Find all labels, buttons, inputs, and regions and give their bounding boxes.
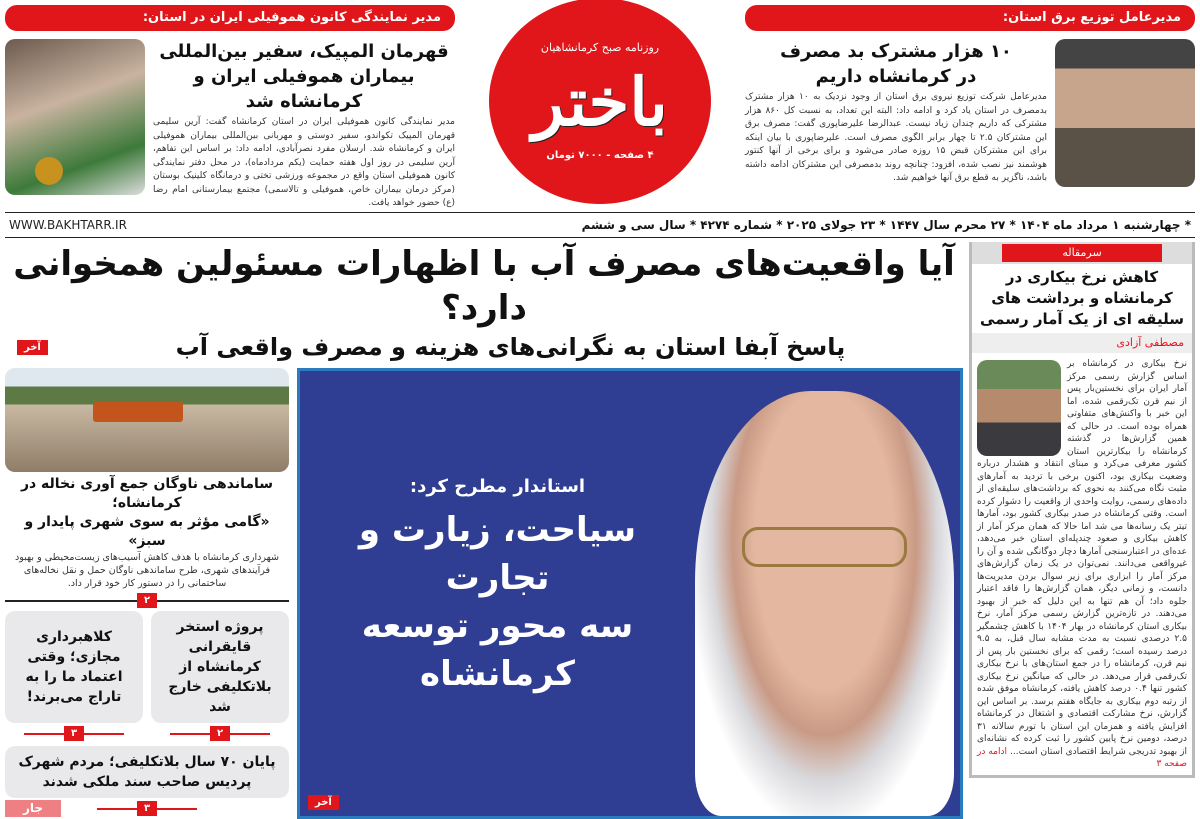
left-story-title[interactable]: ساماندهی ناوگان جمع آوری نخاله در کرمانشاه؛	[20, 476, 274, 511]
top-left-kicker: مدیر نمایندگی کانون هموفیلی ایران در استان:	[5, 5, 455, 31]
left-story-title-2[interactable]: «گامی مؤثر به سوی شهری پایدار و سبز»	[24, 514, 270, 549]
teaser-title: پروژه استخر قایقرانی کرمانشاه از بلاتکلیفی خارج شد	[168, 619, 272, 715]
top-right-kicker: مدیرعامل توزیع برق استان:	[745, 5, 1195, 31]
continued-link[interactable]: ادامه در صفحه ۳	[977, 746, 1187, 769]
page-tag[interactable]: ۳	[64, 726, 84, 741]
top-right-title[interactable]: ۱۰ هزار مشترک بد مصرف	[780, 41, 1012, 62]
teaser-title: کلاهبرداری مجازی؛ وقتی اعتماد ما را به تاراج می‌برند!	[25, 629, 123, 705]
left-column	[5, 368, 289, 819]
top-band	[5, 0, 1195, 210]
dateline-bar	[5, 212, 1195, 238]
editorial-column	[969, 242, 1195, 778]
feature-kicker: استاندار مطرح کرد:	[409, 475, 586, 497]
divider	[5, 600, 137, 602]
teaser-title: پایان ۷۰ سال بلاتکلیفی؛ مردم شهرک پردیس صاحب سند ملکی شدند	[18, 754, 276, 790]
feature-title[interactable]	[308, 506, 687, 698]
masthead-logo[interactable]	[489, 0, 711, 204]
price-label: ۴ صفحه - ۷۰۰۰ تومان	[546, 150, 654, 161]
governor-photo-wrap	[695, 371, 960, 816]
newspaper-page	[5, 0, 1195, 819]
page-tag[interactable]: ۲	[210, 726, 230, 741]
official-photo	[1055, 39, 1195, 187]
teaser-box[interactable]	[151, 611, 289, 723]
top-right-story	[745, 0, 1195, 187]
logo-tagline: روزنامه صبح کرمانشاهیان	[540, 41, 660, 54]
website-link[interactable]: WWW.BAKHTARR.IR	[9, 218, 127, 232]
editorial-title[interactable]: کاهش نرخ بیکاری در کرمانشاه و برداشت های سلیقه ای از یک آمار رسمی	[980, 268, 1184, 328]
left-story-body: شهرداری کرمانشاه با هدف کاهش آسیب‌های زیست‌محیطی و بهبود فرآیندهای شهری، طرح ساماندهی ناوگان حمل و نقل نخاله‌های ساختمانی را در دستور کار خود قرار داد.	[15, 552, 279, 589]
main-row	[5, 242, 1195, 819]
top-left-story	[5, 0, 455, 211]
divider	[157, 600, 289, 602]
author-photo	[977, 360, 1061, 456]
editorial-body-wrap	[972, 353, 1192, 775]
top-left-title-2[interactable]: بیماران هموفیلی ایران و کرمانشاه شد	[193, 66, 415, 112]
logo-wordmark: باختر	[532, 63, 668, 141]
feature-block[interactable]	[297, 368, 963, 819]
glasses-icon	[742, 527, 908, 567]
lead-subhead[interactable]: پاسخ آبفا استان به نگرانی‌های هزینه و مصرف واقعی آب	[175, 333, 846, 361]
watermark-logo: جار	[5, 800, 61, 817]
governor-photo	[695, 391, 954, 816]
feature-title-line: سیاحت، زیارت و تجارت	[358, 509, 637, 598]
feature-title-line: سه محور توسعه	[361, 605, 634, 646]
teaser-box[interactable]	[5, 746, 289, 798]
top-left-body: مدیر نمایندگی کانون هموفیلی ایران در استان کرمانشاه گفت: آرین سلیمی قهرمان المپیک تکواندو، سفیر دوستی و مهربانی بین‌المللی بیماران هموفیلی ایران و کرمانشاه شد. ارسلان مفرد نصرآبادی، ادامه داد: بر اساس این تفاهم، آرین سلیمی در روز اول هفته حمایت (یکم مردادماه)، در محل دفتر نمایندگی کانون هموفیلی استان واقع در مجموعه ورزشی تختی و درمانگاه کلینیک بوستان (مرکز درمان بیماران خاص، هموفیلی و تالاسمی) مجتمع بیمارستانی امام رضا (ع) حضور خواهد یافت.	[153, 117, 455, 208]
page-tag[interactable]: آخر	[308, 795, 339, 810]
editorial-body: نرخ بیکاری در کرمانشاه بر اساس گزارش رسمی مرکز آمار ایران برای نخستین‌بار پس از نیم قرن تک‌رقمی شده، اما این خبر با واکنش‌های متفاوتی همراه بوده است. در حالی که همین گزارش‌ها در گذشته کرمانشاه را بیکارترین استان کشور معرفی می‌کرد و مبنای انتقاد و هشدار درباره وضعیت بیکاری بود، اکنون برخی با تردید به آمارهای مثبت نگاه می‌کنند به نحوی که برداشت‌های سلیقه‌ای از داده‌های رسمی، روایت واحدی از واقعیت را دشوار کرده است. وقتی کرمانشاه در صدر بیکاری کشور بود، آمارها تیتر یک رسانه‌ها می شد اما حالا که همان مرکز آمار از کاهش بیکاری و صعود چندپله‌ای استان خبر می‌دهد، عده‌ای در اعتبارسنجی آمارها دچار دوگانگی شده و آن را غیرواقعی می‌دانند. نمی‌توان در یک زمان گزارش‌های مرکز آمار را ابزاری برای زیر سوال بردن مدیریت‌ها دانست، و زمانی دیگر، همان گزارش‌ها را فاقد اعتبار جلوه داد؛ آن هم تنها به این دلیل که خبر از بهبود می‌دهند. در تازه‌ترین گزارش رسمی مرکز آمار، نرخ بیکاری استان کرمانشاه در بهار ۱۴۰۴ با کاهش چشمگیر ۲.۵ درصدی نسبت به مدت مشابه سال قبل، به ۹.۵ درصد رسیده است؛ رقمی که برای نخستین بار پس از نیم قرن، کرمانشاه را در جمع استان‌های با نرخ بیکاری تک‌رقمی قرار می‌دهد. در حالی که میانگین نرخ بیکاری کشور تنها ۰.۴ درصد کاهش یافته، کرمانشاه موفق شده از رتبه دوم بیکاری به جایگاه هفتم برسد. بر اساس این گزارش، نرخ مشارکت اقتصادی و اشتغال در کرمانشاه افزایش یافته و همزمان این استان با تورم سالانه ۳۱ درصد، دومین نرخ پایین کشور را ثبت کرده که نشانه‌ای از بهبود تدریجی شرایط اقتصادی استان است...	[977, 359, 1188, 757]
athlete-photo	[5, 39, 145, 195]
top-left-title[interactable]: قهرمان المپیک، سفیر بین‌المللی	[159, 41, 449, 62]
page-tag[interactable]: ۲	[137, 593, 157, 608]
dateline: * چهارشنبه ۱ مرداد ماه ۱۴۰۴ * ۲۷ محرم سال ۱۴۴۷ * ۲۳ جولای ۲۰۲۵ * شماره ۴۲۷۴ * سال سی و ششم	[581, 218, 1191, 232]
medal-icon	[35, 157, 63, 185]
truck-icon	[93, 402, 183, 422]
page-tag[interactable]: ۳	[137, 801, 157, 816]
editorial-author: مصطفی آزادی	[972, 333, 1192, 353]
feature-text	[300, 371, 695, 816]
page-tag[interactable]: آخر	[17, 340, 48, 355]
top-right-body: مدیرعامل شرکت توزیع نیروی برق استان از وجود نزدیک به ۱۰ هزار مشترک بدمصرف در استان یاد کرد و ادامه داد: البته این تعداد، به نسبت کل ۸۶۰ هزار مشترکی که داریم چندان زیاد نیست. عبدالرضا علیرضاپوری گفت: مصرف برق این مشترکان ۲.۵ تا چهار برابر الگوی مصرف است. علیرضاپوری با بیان اینکه برای این مشترکان قبض ۱۵ روزه صادر می‌شود و برای برخی از آنها کنتور هوشمند نیز نصب شده، افزود: چنانچه روند بدمصرفی این مشترکان ادامه داشته باشد، ناگزیر به قطع برق آنها خواهیم شد.	[745, 92, 1047, 183]
top-right-title-2[interactable]: در کرمانشاه داریم	[815, 66, 977, 87]
main-area	[5, 242, 963, 819]
feature-title-line: کرمانشاه	[420, 653, 575, 694]
teaser-box[interactable]	[5, 611, 143, 723]
lower-row	[5, 368, 963, 819]
debris-truck-photo	[5, 368, 289, 472]
editorial-label: سرمقاله	[1002, 244, 1162, 262]
lead-headline[interactable]: آیا واقعیت‌های مصرف آب با اظهارات مسئولین همخوانی دارد؟	[13, 244, 955, 328]
